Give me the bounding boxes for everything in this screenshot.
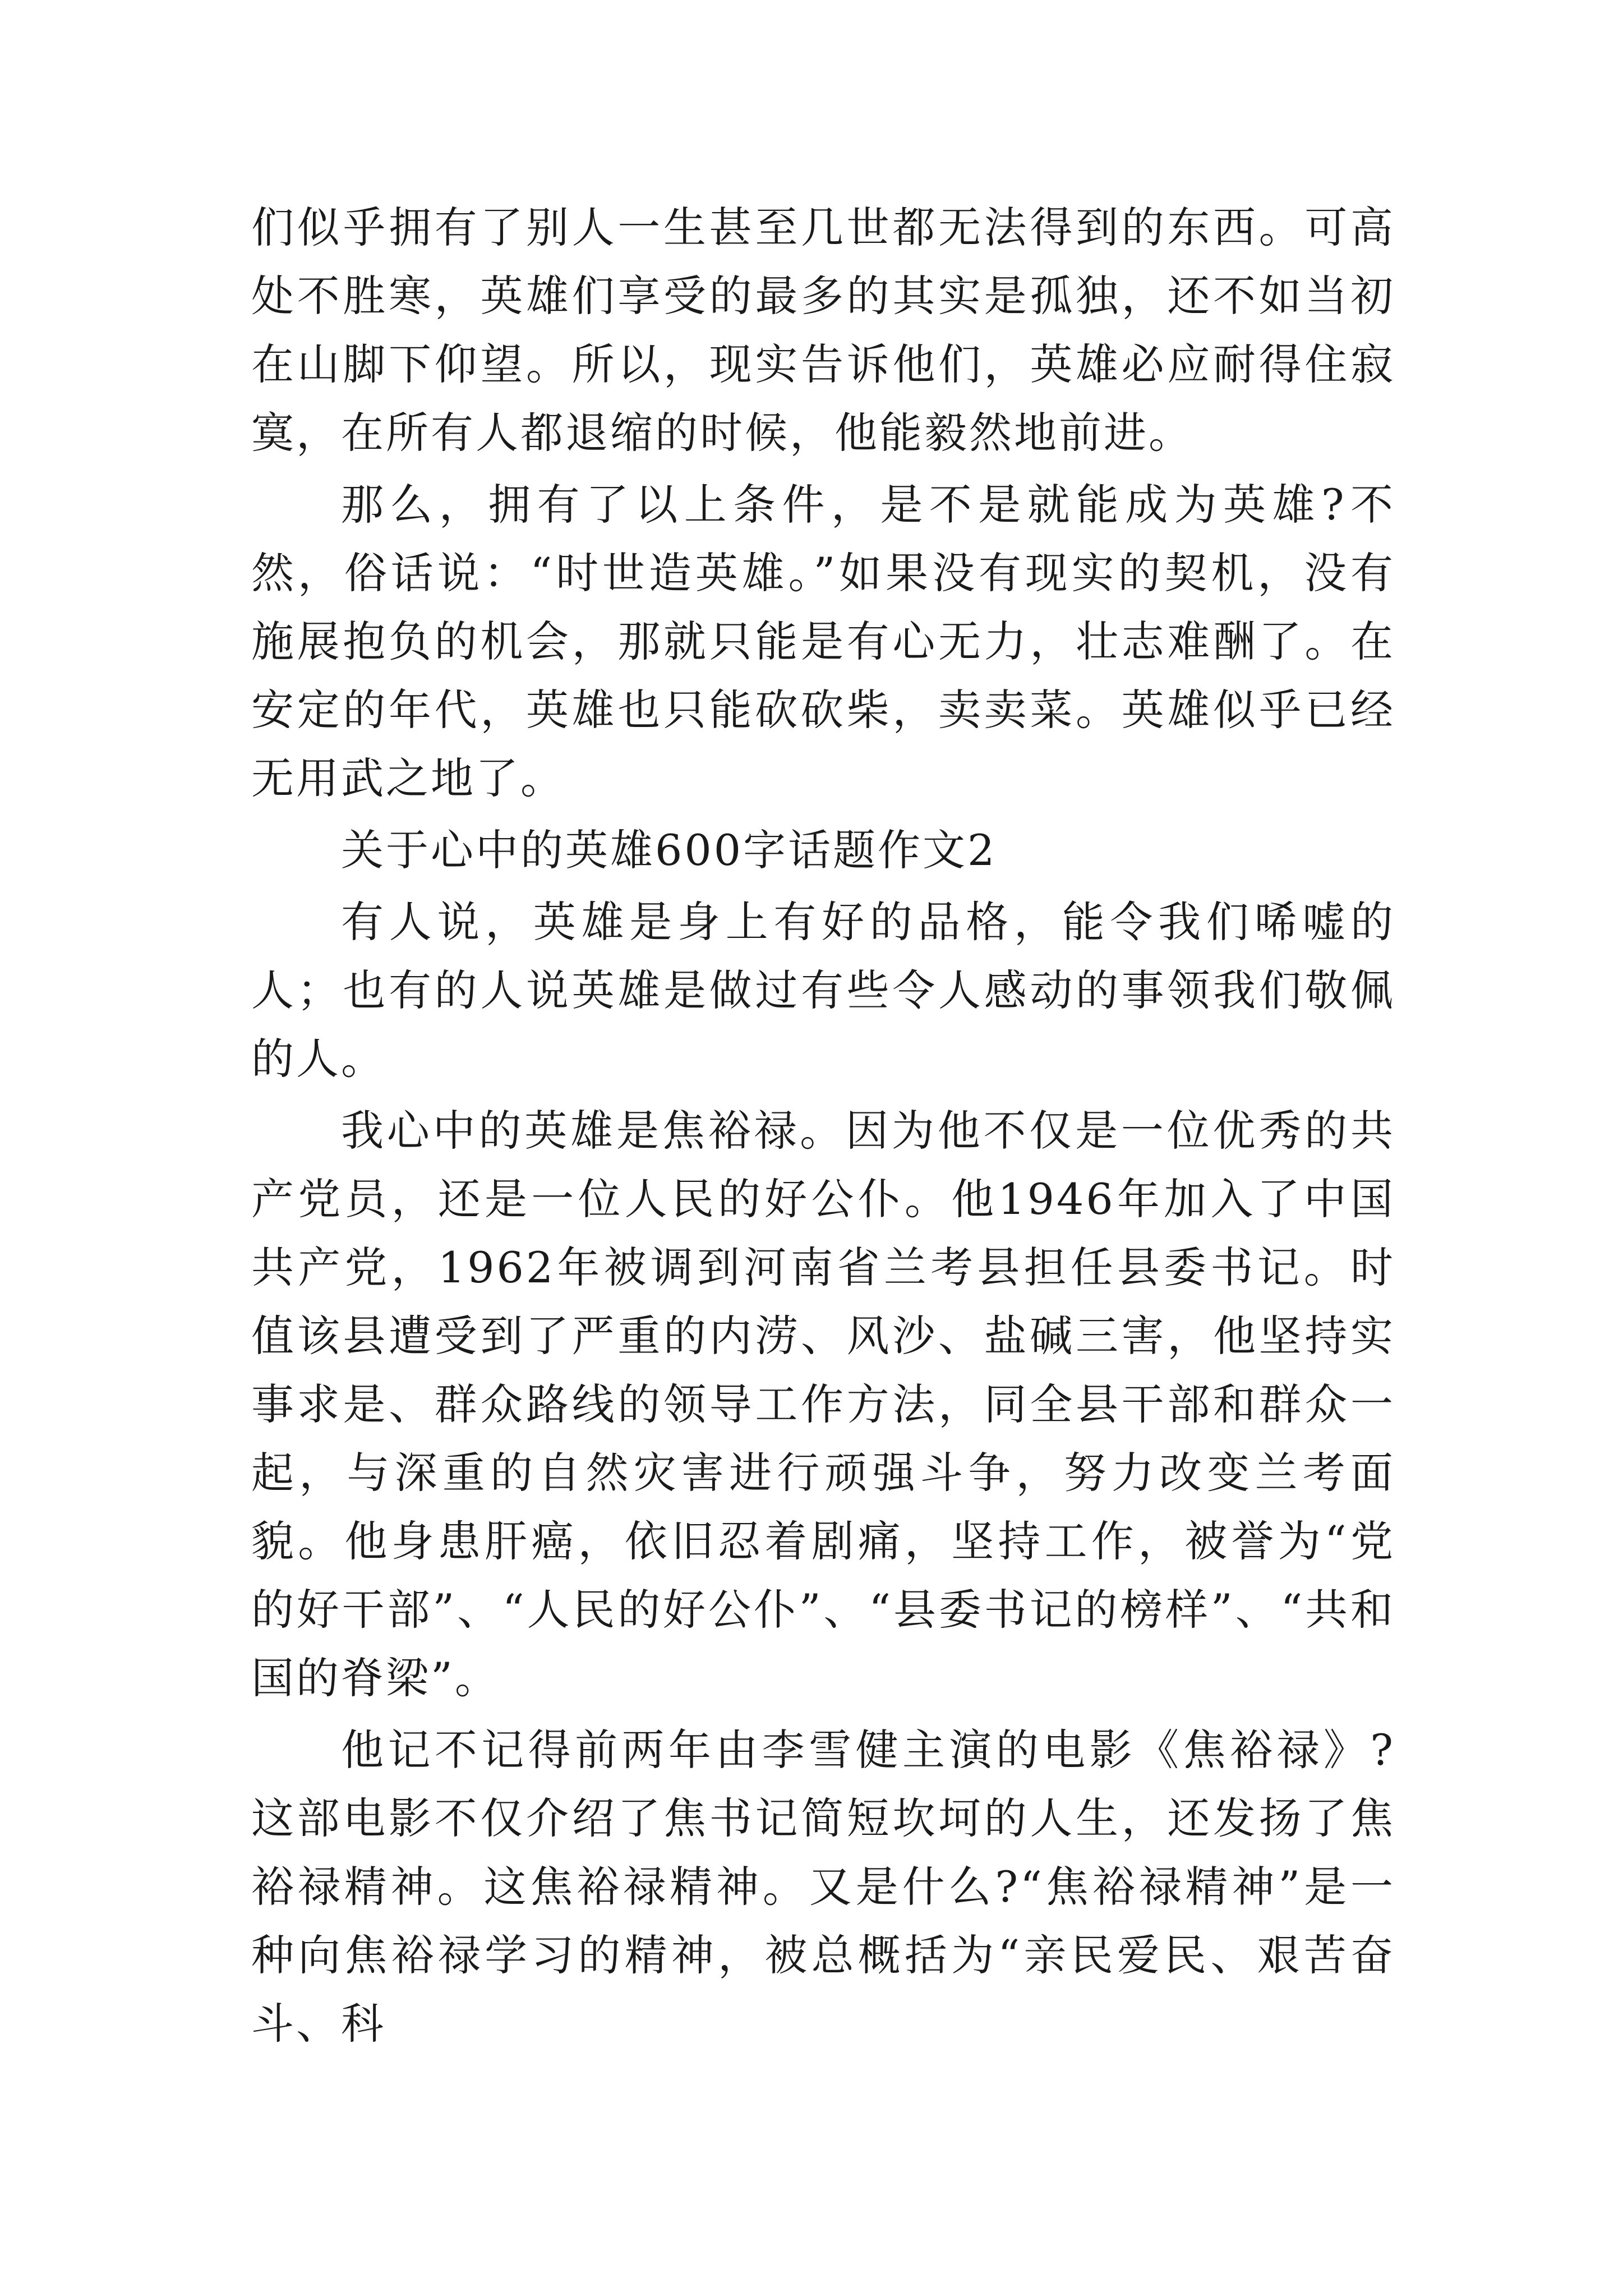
- paragraph-2: 那么，拥有了以上条件，是不是就能成为英雄?不然，俗话说：“时世造英雄。”如果没有现实的契机，没有施展抱负的机会，那就只能是有心无力，壮志难酬了。在安定的年代，英雄也只能砍砍柴，卖卖菜。英雄似乎已经无用武之地了。: [251, 480, 1395, 803]
- essay-heading: 关于心中的英雄600字话题作文2: [341, 825, 997, 875]
- body-text: [251, 194, 1395, 2062]
- paragraph-3: 有人说，英雄是身上有好的品格，能令我们唏嘘的人；也有的人说英雄是做过有些令人感动的事领我们敬佩的人。: [251, 897, 1395, 1084]
- paragraph-1: 们似乎拥有了别人一生甚至几世都无法得到的东西。可高处不胜寒，英雄们享受的最多的其实是孤独，还不如当初在山脚下仰望。所以，现实告诉他们，英雄必应耐得住寂寞，在所有人都退缩的时候，他能毅然地前进。: [251, 203, 1395, 458]
- paragraph-4: 我心中的英雄是焦裕禄。因为他不仅是一位优秀的共产党员，还是一位人民的好公仆。他1946年加入了中国共产党，1962年被调到河南省兰考县担任县委书记。时值该县遭受到了严重的内涝、风沙、盐碱三害，他坚持实事求是、群众路线的领导工作方法，同全县干部和群众一起，与深重的自然灾害进行顽强斗争，努力改变兰考面貌。他身患肝癌，依旧忍着剧痛，坚持工作，被誉为“党的好干部”、“人民的好公仆”、“县委书记的榜样”、“共和国的脊梁”。: [251, 1106, 1395, 1703]
- paragraph-5: 他记不记得前两年由李雪健主演的电影《焦裕禄》?这部电影不仅介绍了焦书记简短坎坷的人生，还发扬了焦裕禄精神。这焦裕禄精神。又是什么?“焦裕禄精神”是一种向焦裕禄学习的精神，被总概括为“亲民爱民、艰苦奋斗、科: [251, 1725, 1395, 2049]
